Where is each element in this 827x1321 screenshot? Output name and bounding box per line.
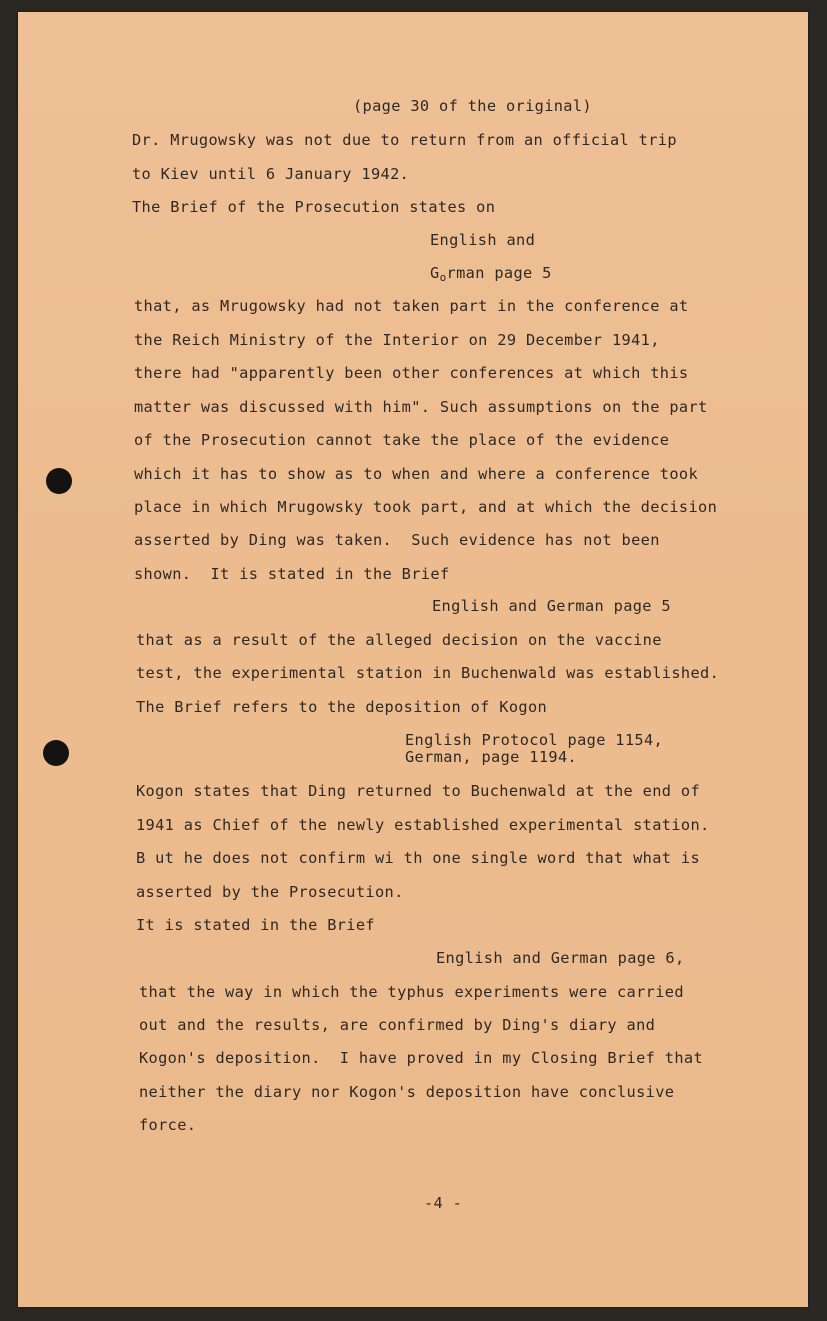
text-line: test, the experimental station in Buchenwald was established.	[136, 664, 720, 682]
text-line: force.	[139, 1116, 197, 1134]
text-line: out and the results, are confirmed by Ding's diary and	[139, 1016, 656, 1034]
reference-note: English and	[430, 231, 536, 249]
page-reference: (page 30 of the original)	[353, 97, 592, 115]
page-number: -4 -	[424, 1194, 463, 1212]
text-line: Kogon states that Ding returned to Buchenwald at the end of	[136, 782, 701, 800]
text-line: that the way in which the typhus experiments were carried	[139, 983, 684, 1001]
reference-note	[430, 263, 552, 288]
text-line: The Brief refers to the deposition of Kogon	[136, 698, 548, 716]
text-line: 1941 as Chief of the newly established experimental station.	[136, 816, 710, 834]
reference-note: English and German page 6,	[436, 949, 685, 967]
text-line: Dr. Mrugowsky was not due to return from an official trip	[132, 131, 677, 149]
text-line: that as a result of the alleged decision on the vaccine	[136, 631, 662, 649]
text-line: shown. It is stated in the Brief	[134, 565, 450, 583]
text-line: which it has to show as to when and where a conference took	[134, 465, 699, 483]
text-line: asserted by Ding was taken. Such evidence has not been	[134, 531, 660, 549]
text-line: B ut he does not confirm wi th one single word that what is	[136, 849, 701, 867]
text-line: Kogon's deposition. I have proved in my Closing Brief that	[139, 1049, 704, 1067]
text-line: asserted by the Prosecution.	[136, 883, 404, 901]
text-line: to Kiev until 6 January 1942.	[132, 165, 410, 183]
text-line: there had "apparently been other conferences at which this	[134, 364, 689, 382]
text-line: It is stated in the Brief	[136, 916, 375, 934]
text-line: of the Prosecution cannot take the place of the evidence	[134, 431, 670, 449]
reference-note: English and German page 5	[432, 597, 671, 615]
punch-hole	[46, 468, 72, 494]
text-line: matter was discussed with him". Such assumptions on the part	[134, 398, 708, 416]
reference-note: English Protocol page 1154,	[405, 731, 664, 749]
text-line: place in which Mrugowsky took part, and at which the decision	[134, 498, 718, 516]
text-line: that, as Mrugowsky had not taken part in the conference at	[134, 297, 689, 315]
punch-hole	[43, 740, 69, 766]
german-ref-rest: rman page 5	[446, 264, 552, 282]
reference-note: German, page 1194.	[405, 748, 578, 766]
text-line: The Brief of the Prosecution states on	[132, 198, 496, 216]
text-line: neither the diary nor Kogon's deposition have conclusive	[139, 1083, 675, 1101]
text-line: the Reich Ministry of the Interior on 29 December 1941,	[134, 331, 660, 349]
german-ref-g: G	[430, 264, 440, 282]
german-ref-sub: o	[439, 271, 447, 284]
